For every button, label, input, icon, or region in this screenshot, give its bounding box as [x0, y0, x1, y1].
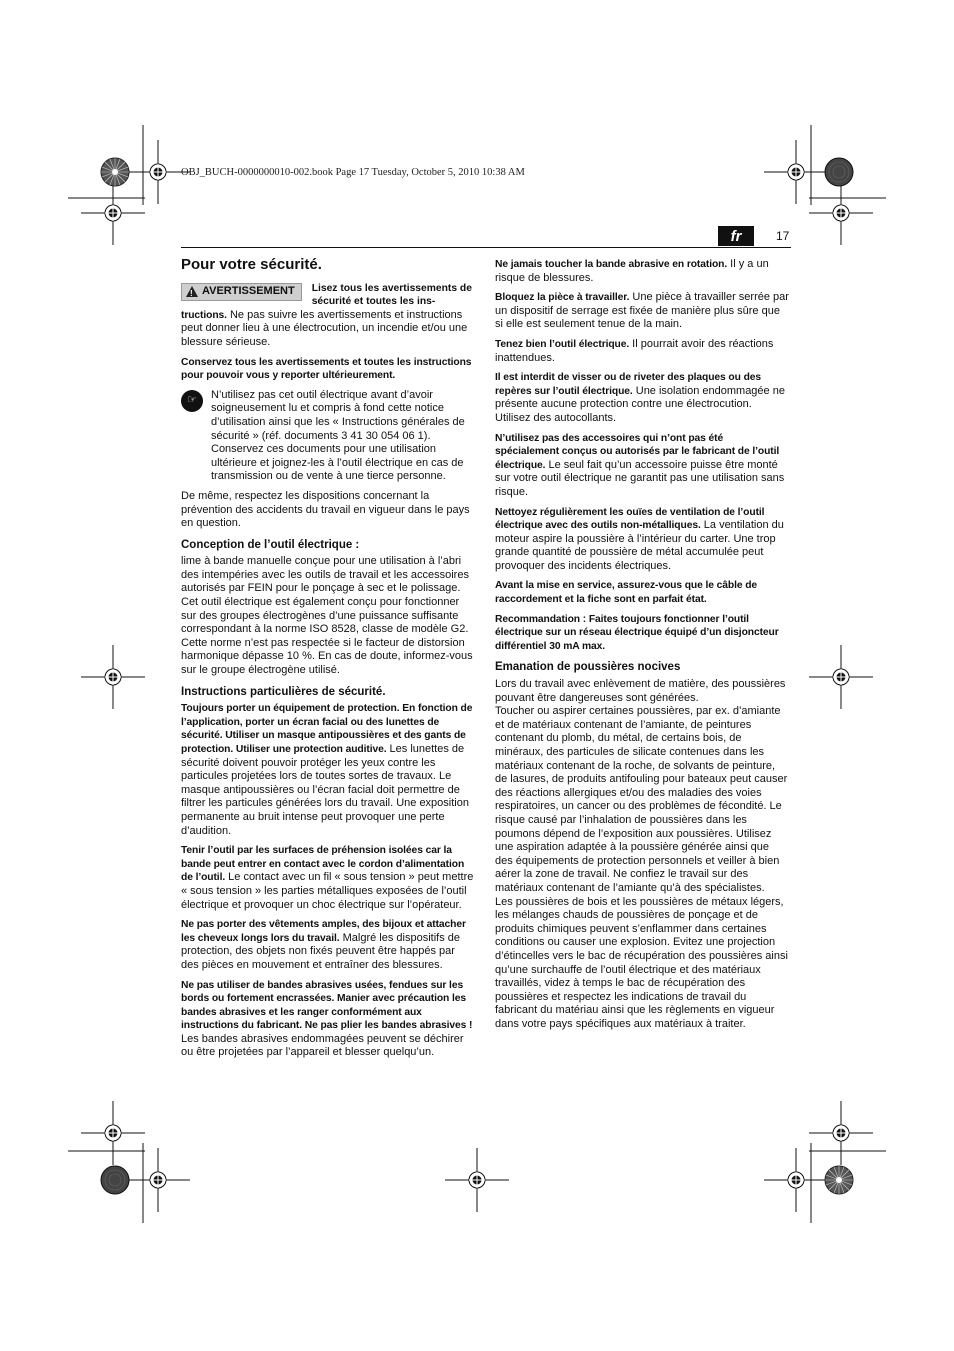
- safety-paragraph: Nettoyez régulièrement les ouïes de ventilation de l’outil électrique avec des outils non-métalliques. La ventilation du moteur aspire la poussière à l’intérieur du carter. Une trop grande quantité de poussière de métal accumulée peut provoquer des incidents électriques.: [495, 506, 784, 572]
- left-column: [181, 256, 475, 1066]
- dust-text: Les poussières de bois et les poussières de métaux légers, les mélanges chauds de poussières de ponçage et de produits chimiques peuvent s’enflammer dans certaines conditions ou causer une explosion. Evitez une projection d’étincelles vers le bac de récupération des poussières ainsi qu’une surchauffe de l’outil électrique et des matériaux travaillés, videz à temps le bac de récupération des poussières et respectez les indications de travail du fabricant du matériau ainsi que les règlements en vigueur dans votre pays spécifiques aux matériaux à traiter.: [495, 895, 788, 1030]
- warning-badge: [181, 283, 302, 301]
- safety-paragraph: Toujours porter un équipement de protection. En fonction de l’application, porter un écran facial ou des lunettes de sécurité. Utiliser un masque antipoussières et des gants de protection. Utiliser une protection auditive. Les lunettes de sécurité doivent pouvoir protéger les yeux contre les particules projetées lors de toutes sortes de travaux. Le masque antipoussières ou l’écran facial doit permettre de filtrer les particules générées lors du travail. Une exposition permanente au bruit intense peut provoquer une perte d’audition.: [181, 703, 473, 837]
- safety-paragraph: Tenir l’outil par les surfaces de préhension isolées car la bande peut entrer en contact avec le cordon d’alimentation de l’outil. Le contact avec un fil « sous tension » peut mettre « sous tension » les parties métalliques exposées de l’outil électrique et provoquer un choc électrique sur l’opérateur.: [181, 845, 474, 911]
- header-rule: [181, 247, 791, 248]
- design-text: lime à bande manuelle conçue pour une utilisation à l’abri des intempéries avec les outils de travail et les accessoires autorisés par FEIN pour le ponçage à sec et le polissage.: [181, 555, 469, 595]
- safety-paragraph: Recommandation : Faites toujours fonctionner l’outil électrique sur un réseau électrique équipé d’un disjoncteur différentiel 30 mA max.: [495, 613, 779, 652]
- safety-paragraph: Ne pas porter des vêtements amples, des bijoux et attacher les cheveux longs lors du travail. Malgré les dispositifs de protection, des objets non fixés peuvent être happés par des pièces en mouvement et entraîner des blessures.: [181, 919, 466, 971]
- safety-paragraph: Ne pas utiliser de bandes abrasives usées, fendues sur les bords ou fortement encrassées. Manier avec précaution les bandes abrasives et les ranger conformément aux instructions du fabricant. Ne pas plier les bandes abrasives ! Les bandes abrasives endommagées peuvent se déchirer ou être projetées par l’appareil et blesser quelqu’un.: [181, 979, 473, 1059]
- safety-paragraph: Tenez bien l’outil électrique. Il pourrait avoir des réactions inattendues.: [495, 337, 774, 364]
- warning-triangle-icon: [186, 286, 198, 297]
- read-manual-block: [181, 389, 475, 490]
- design-text-2: Cet outil électrique est également conçu pour fonctionner sur des groupes électrogènes d’une puissance suffisante correspondant à la norme ISO 8528, classe de modèle G2. Cette norme n’est pas respectée si le facteur de distorsion harmonique dépasse 10 %. En cas de doute, informez-vous sur le groupe électrogène utilisé.: [181, 596, 473, 677]
- language-badge: fr: [718, 226, 754, 246]
- special-safety-heading: Instructions particulières de sécurité.: [181, 685, 386, 698]
- right-column: [495, 258, 789, 1037]
- safety-paragraph: N’utilisez pas des accessoires qui n’ont pas été spécialement conçus ou autorisés par le fabricant de l’outil électrique. Le seul fait qu’un accessoire puisse être monté sur votre outil électrique ne garantit pas une utilisation sans risque.: [495, 432, 785, 498]
- page-number: 17: [776, 229, 790, 243]
- dust-text: Lors du travail avec enlèvement de matière, des poussières pouvant être dangereuses sont générées.: [495, 678, 786, 704]
- accident-prevention-text: De même, respectez les dispositions concernant la prévention des accidents du travail en vigueur dans le pays en question.: [181, 489, 470, 530]
- dust-text: Toucher ou aspirer certaines poussières, par ex. d’amiante et de matériaux contenant de l’amiante, de peintures contenant du plomb, du métal, de certains bois, de minéraux, des particules de silicate contenues dans les matériaux contenant de la roche, de solvants de peinture, de lasures, de produits antifouling pour bateaux peut causer des réactions allergiques et/ou des maladies des voies respiratoires, un cancer ou des problèmes de fécondité. Le risque causé par l’inhalation de poussières dans les poumons dépend de l’exposition aux poussières. Utilisez une aspiration adaptée à la poussière générée ainsi que des équipements de protection personnels et veiller à bien aérer la zone de travail. Ne confiez le travail sur des matériaux contenant de l’amiante qu’à des spécialistes.: [495, 705, 788, 894]
- warning-block: [181, 282, 475, 309]
- section-title: Pour votre sécurité.: [181, 256, 322, 273]
- design-heading: Conception de l’outil électrique :: [181, 538, 360, 551]
- file-header: OBJ_BUCH-0000000010-002.book Page 17 Tuesday, October 5, 2010 10:38 AM: [181, 167, 525, 178]
- read-manual-icon: ☞: [181, 390, 203, 412]
- safety-paragraph: Ne jamais toucher la bande abrasive en rotation. Il y a un risque de blessures.: [495, 258, 769, 284]
- read-manual-text: N’utilisez pas cet outil électrique avant d’avoir soigneusement lu et compris à fond cette notice d’utilisation ainsi que les « Instructions générales de sécurité » (réf. documents 3 41 30 054 06 1). Conservez ces documents pour une utilisation ultérieure et joignez-les à l’outil électrique en cas de transmission ou de vente à une tierce personne.: [211, 388, 465, 483]
- warning-paragraph: tructions. Ne pas suivre les avertissements et instructions peut donner lieu à une électrocution, un incendie et/ou une blessure sérieuse.: [181, 308, 468, 348]
- safety-paragraph: Bloquez la pièce à travailler. Une pièce à travailler serrée par un dispositif de serrage est fixée de manière plus sûre que si elle est seulement tenue de la main.: [495, 291, 789, 331]
- warning-heading: Lisez tous les avertissements de sécurité et toutes les ins-: [311, 282, 472, 308]
- safety-paragraph: Il est interdit de visser ou de riveter des plaques ou des repères sur l’outil électrique. Une isolation endommagée ne présente aucune protection contre une électrocution. Utilisez des autocollants.: [495, 372, 785, 424]
- safety-paragraph: Avant la mise en service, assurez-vous que le câble de raccordement et la fiche sont en parfait état.: [495, 580, 758, 606]
- dust-heading: Emanation de poussières nocives: [495, 661, 681, 674]
- keep-instructions: Conservez tous les avertissements et toutes les instructions pour pouvoir vous y reporter ultérieurement.: [181, 356, 472, 382]
- warning-label: AVERTISSEMENT: [202, 284, 295, 297]
